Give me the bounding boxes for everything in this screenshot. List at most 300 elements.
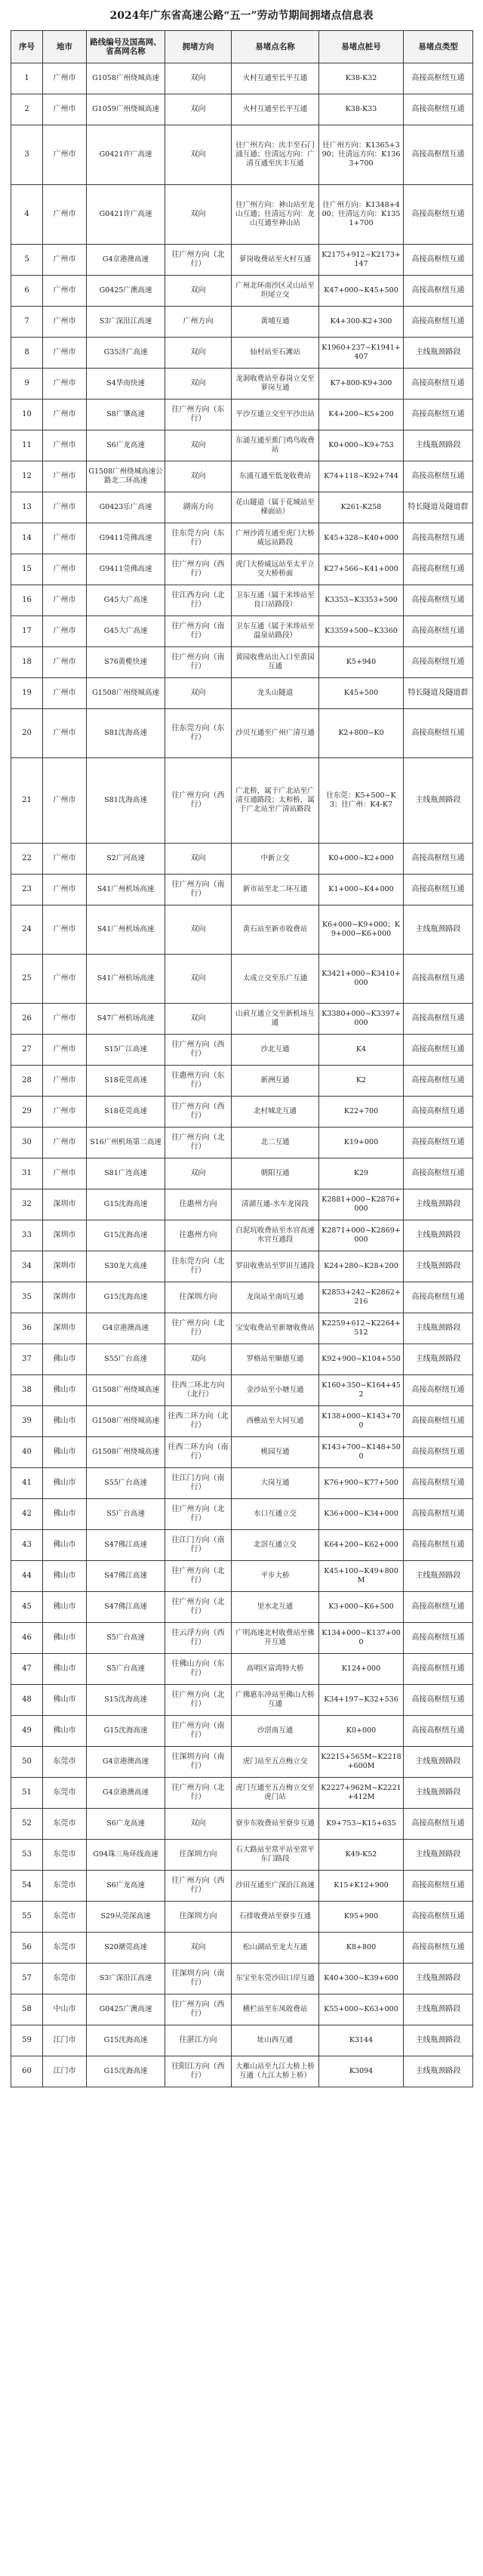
location-name-cell: 大岗互通	[232, 1468, 319, 1499]
table-row	[11, 1313, 473, 1344]
location-name-cell: 仙村站至石滩站	[232, 338, 319, 369]
type-cell: 高接高枢纽互通	[404, 1530, 473, 1561]
table-row	[11, 844, 473, 875]
location-name-cell: 虎门站至五点梅立交	[232, 1747, 319, 1778]
stake-cell: K3359+500~K3360	[319, 616, 404, 647]
type-cell: 主线瓶颈路段	[404, 1313, 473, 1344]
stake-cell: K3+000~K6+500	[319, 1592, 404, 1623]
header-cell: 拥堵方向	[165, 31, 232, 63]
table-row	[11, 1747, 473, 1778]
road-cell: S6广龙高速	[87, 1871, 165, 1902]
road-cell: G0421许广高速	[87, 125, 165, 185]
location-name-cell: 东涌互通至低龙收费站	[232, 461, 319, 492]
direction-cell: 往广州方向（西行）	[165, 1035, 232, 1066]
location-name-cell: 平步大桥	[232, 1561, 319, 1592]
row-number-cell: 14	[11, 523, 43, 554]
city-cell: 广州市	[43, 554, 87, 585]
city-cell: 深圳市	[43, 1282, 87, 1313]
direction-cell: 湖南方向	[165, 492, 232, 523]
stake-cell: K2853+242~K2862+216	[319, 1282, 404, 1313]
row-number-cell: 7	[11, 307, 43, 338]
road-cell: S41广州机场高速	[87, 905, 165, 955]
city-cell: 佛山市	[43, 1344, 87, 1375]
direction-cell: 双向	[165, 430, 232, 461]
row-number-cell: 10	[11, 400, 43, 430]
row-number-cell: 11	[11, 430, 43, 461]
stake-cell: K7+800-K9+300	[319, 369, 404, 400]
table-row	[11, 1530, 473, 1561]
row-number-cell: 9	[11, 369, 43, 400]
stake-cell: K0+000~K9+753	[319, 430, 404, 461]
road-cell: S3广深沿江高速	[87, 1964, 165, 1994]
type-cell: 主线瓶颈路段	[404, 1344, 473, 1375]
location-name-cell: 水口互通立交	[232, 1499, 319, 1530]
direction-cell: 双向	[165, 276, 232, 307]
city-cell: 佛山市	[43, 1437, 87, 1468]
row-number-cell: 54	[11, 1871, 43, 1902]
direction-cell: 双向	[165, 678, 232, 709]
stake-cell: K36+000~K34+000	[319, 1499, 404, 1530]
city-cell: 东莞市	[43, 1964, 87, 1994]
direction-cell: 往惠州方向	[165, 1220, 232, 1251]
type-cell: 高接高枢纽互通	[404, 554, 473, 585]
type-cell: 高接高枢纽互通	[404, 585, 473, 616]
city-cell: 中山市	[43, 1994, 87, 2025]
direction-cell: 广州方向	[165, 307, 232, 338]
row-number-cell: 40	[11, 1437, 43, 1468]
city-cell: 广州市	[43, 905, 87, 955]
table-row	[11, 1623, 473, 1654]
table-row	[11, 1220, 473, 1251]
header-cell: 地市	[43, 31, 87, 63]
road-cell: G4京港澳高速	[87, 1747, 165, 1778]
table-row	[11, 2025, 473, 2056]
type-cell: 高接高枢纽互通	[404, 1499, 473, 1530]
row-number-cell: 45	[11, 1592, 43, 1623]
road-cell: S15沈海高速	[87, 1685, 165, 1716]
row-number-cell: 37	[11, 1344, 43, 1375]
location-name-cell: 龙岗站至南坑互通	[232, 1282, 319, 1313]
row-number-cell: 6	[11, 276, 43, 307]
location-name-cell: 里水北互通	[232, 1592, 319, 1623]
city-cell: 广州市	[43, 276, 87, 307]
city-cell: 广州市	[43, 955, 87, 1004]
type-cell: 高接高枢纽互通	[404, 1933, 473, 1964]
location-name-cell: 寮步东收费站至寮步互通	[232, 1809, 319, 1840]
direction-cell: 双向	[165, 1158, 232, 1189]
road-cell: S15广江高速	[87, 1035, 165, 1066]
type-cell: 主线瓶颈路段	[404, 1747, 473, 1778]
direction-cell: 双向	[165, 461, 232, 492]
city-cell: 广州市	[43, 125, 87, 185]
city-cell: 佛山市	[43, 1716, 87, 1747]
direction-cell: 双向	[165, 844, 232, 875]
location-name-cell: 卫东互通（属于米埗站至温泉站路段）	[232, 616, 319, 647]
row-number-cell: 48	[11, 1685, 43, 1716]
direction-cell: 往惠州方向	[165, 1189, 232, 1220]
direction-cell: 往广州方向（北行）	[165, 1313, 232, 1344]
row-number-cell: 46	[11, 1623, 43, 1654]
row-number-cell: 12	[11, 461, 43, 492]
table-header-row	[11, 31, 473, 63]
city-cell: 广州市	[43, 875, 87, 905]
row-number-cell: 20	[11, 709, 43, 758]
road-cell: S8广肇高速	[87, 400, 165, 430]
row-number-cell: 13	[11, 492, 43, 523]
table-row	[11, 276, 473, 307]
road-cell: S47佛江高速	[87, 1530, 165, 1561]
location-name-cell: 火村互通至长平互通	[232, 63, 319, 94]
location-name-cell: 虎门互通至五点梅立交至虎门站	[232, 1778, 319, 1809]
road-cell: S76黄榄快速	[87, 647, 165, 678]
road-cell: G15沈海高速	[87, 1189, 165, 1220]
stake-cell: 往广州方向：K1365+390；往清远方向：K1363+700	[319, 125, 404, 185]
stake-cell: K47+000~K45+500	[319, 276, 404, 307]
stake-cell: K49-K52	[319, 1840, 404, 1871]
type-cell: 高接高枢纽互通	[404, 369, 473, 400]
table-row	[11, 400, 473, 430]
row-number-cell: 31	[11, 1158, 43, 1189]
road-cell: S20潮莞高速	[87, 1933, 165, 1964]
stake-cell: K4+200~K5+200	[319, 400, 404, 430]
row-number-cell: 21	[11, 758, 43, 844]
location-name-cell: 高明区富湾特大桥	[232, 1654, 319, 1685]
type-cell: 高接高枢纽互通	[404, 955, 473, 1004]
stake-cell: K45+100~K49+800M	[319, 1561, 404, 1592]
location-name-cell: 东涌互通至蕉门鸡鸟收费站	[232, 430, 319, 461]
city-cell: 东莞市	[43, 1778, 87, 1809]
city-cell: 深圳市	[43, 1189, 87, 1220]
row-number-cell: 56	[11, 1933, 43, 1964]
city-cell: 广州市	[43, 616, 87, 647]
row-number-cell: 36	[11, 1313, 43, 1344]
road-cell: G1508广州绕城高速	[87, 1406, 165, 1437]
row-number-cell: 4	[11, 185, 43, 245]
table-row	[11, 338, 473, 369]
type-cell: 主线瓶颈路段	[404, 1964, 473, 1994]
table-row	[11, 523, 473, 554]
stake-cell: K143+700~K148+500	[319, 1437, 404, 1468]
direction-cell: 往广州方向（西行）	[165, 1097, 232, 1128]
direction-cell: 双向	[165, 955, 232, 1004]
road-cell: G15沈海高速	[87, 2056, 165, 2087]
row-number-cell: 1	[11, 63, 43, 94]
road-cell: G45大广高速	[87, 585, 165, 616]
direction-cell: 往东莞方向（东行）	[165, 709, 232, 758]
location-name-cell: 太成立交至乐广互通	[232, 955, 319, 1004]
stake-cell: K15+K12+900	[319, 1871, 404, 1902]
stake-cell: K2227+962M~K2221+412M	[319, 1778, 404, 1809]
city-cell: 广州市	[43, 844, 87, 875]
location-name-cell: 东宝至东莞沙田口岸互通	[232, 1964, 319, 1994]
road-cell: S55广台高速	[87, 1344, 165, 1375]
stake-cell: K45+500	[319, 678, 404, 709]
direction-cell: 往广州方向（南行）	[165, 647, 232, 678]
row-number-cell: 32	[11, 1189, 43, 1220]
city-cell: 广州市	[43, 492, 87, 523]
stake-cell: K45+328~K40+000	[319, 523, 404, 554]
table-row	[11, 1933, 473, 1964]
table-row	[11, 430, 473, 461]
type-cell: 高接高枢纽互通	[404, 844, 473, 875]
type-cell: 高接高枢纽互通	[404, 1871, 473, 1902]
location-name-cell: 石大路站至常平站至常平东门路段	[232, 1840, 319, 1871]
row-number-cell: 16	[11, 585, 43, 616]
city-cell: 广州市	[43, 185, 87, 245]
row-number-cell: 24	[11, 905, 43, 955]
direction-cell: 双向	[165, 185, 232, 245]
road-cell: G9411莞佛高速	[87, 523, 165, 554]
table-row	[11, 1809, 473, 1840]
table-row	[11, 1189, 473, 1220]
stake-cell: K4	[319, 1035, 404, 1066]
location-name-cell: 花山隧道（属于花城站至梯面站）	[232, 492, 319, 523]
table-row	[11, 1902, 473, 1933]
location-name-cell: 广州北环南沙区灵山站至坦尾立交	[232, 276, 319, 307]
direction-cell: 往湛江方向	[165, 2025, 232, 2056]
table-row	[11, 585, 473, 616]
city-cell: 广州市	[43, 647, 87, 678]
document-title: 2024年广东省高速公路“五一”劳动节期间拥堵点信息表	[109, 10, 374, 22]
stake-cell: K27+566~K41+000	[319, 554, 404, 585]
road-cell: G45大广高速	[87, 616, 165, 647]
stake-cell: K2259+612~K2264+512	[319, 1313, 404, 1344]
stake-cell: 往广州方向：K1348+400；往清远方向：K1351+700	[319, 185, 404, 245]
table-row	[11, 1097, 473, 1128]
stake-cell: K134+000~K137+000	[319, 1623, 404, 1654]
type-cell: 高接高枢纽互通	[404, 1035, 473, 1066]
row-number-cell: 30	[11, 1128, 43, 1158]
city-cell: 佛山市	[43, 1406, 87, 1437]
location-name-cell: 北二互通	[232, 1128, 319, 1158]
location-name-cell: 清湖互通-水车龙岗段	[232, 1189, 319, 1220]
row-number-cell: 49	[11, 1716, 43, 1747]
road-cell: G4京港澳高速	[87, 1778, 165, 1809]
location-name-cell: 朝阳互通	[232, 1158, 319, 1189]
stake-cell: K2	[319, 1066, 404, 1097]
road-cell: S55广台高速	[87, 1468, 165, 1499]
table-row	[11, 616, 473, 647]
city-cell: 广州市	[43, 245, 87, 276]
direction-cell: 双向	[165, 338, 232, 369]
city-cell: 广州市	[43, 307, 87, 338]
road-cell: G0425广澳高速	[87, 276, 165, 307]
stake-cell: K19+000	[319, 1128, 404, 1158]
road-cell: S5广台高速	[87, 1654, 165, 1685]
location-name-cell: 山前互通立交至新机场互通	[232, 1004, 319, 1035]
stake-cell: K1+000~K4+000	[319, 875, 404, 905]
city-cell: 深圳市	[43, 1220, 87, 1251]
location-name-cell: 广佛惠东冲站至佛山大桥互通	[232, 1685, 319, 1716]
table-row	[11, 94, 473, 125]
type-cell: 高接高枢纽互通	[404, 276, 473, 307]
location-name-cell: 广明高速北村收费站至佛开互通	[232, 1623, 319, 1654]
type-cell: 高接高枢纽互通	[404, 523, 473, 554]
table-row	[11, 554, 473, 585]
location-name-cell: 址山西互通	[232, 2025, 319, 2056]
location-name-cell: 广北桥，属于广北站至广清互通路段；太和桥，属于广北站至广清站路段	[232, 758, 319, 844]
location-name-cell: 龙头山隧道	[232, 678, 319, 709]
direction-cell: 往惠州方向（东行）	[165, 1066, 232, 1097]
location-name-cell: 金沙站至小塘互通	[232, 1375, 319, 1406]
type-cell: 高接高枢纽互通	[404, 1158, 473, 1189]
table-row	[11, 875, 473, 905]
direction-cell: 往广州方向（南行）	[165, 1716, 232, 1747]
table-row	[11, 1654, 473, 1685]
location-name-cell: 黄石站至新市收费站	[232, 905, 319, 955]
stake-cell: K3421+000~K3410+000	[319, 955, 404, 1004]
road-cell: G4京港澳高速	[87, 245, 165, 276]
stake-cell: K76+900~K77+500	[319, 1468, 404, 1499]
road-cell: G1508广州绕城高速	[87, 1375, 165, 1406]
direction-cell: 往广州方向（北行）	[165, 1685, 232, 1716]
type-cell: 主线瓶颈路段	[404, 430, 473, 461]
road-cell: G1058广州绕城高速	[87, 63, 165, 94]
road-cell: G1508广州绕城高速	[87, 678, 165, 709]
direction-cell: 往东莞方向（北行）	[165, 1251, 232, 1282]
direction-cell: 双向	[165, 1933, 232, 1964]
table-row	[11, 1066, 473, 1097]
type-cell: 主线瓶颈路段	[404, 1251, 473, 1282]
stake-cell: K124+000	[319, 1654, 404, 1685]
row-number-cell: 42	[11, 1499, 43, 1530]
direction-cell: 双向	[165, 905, 232, 955]
direction-cell: 往西二环方向（北行）	[165, 1406, 232, 1437]
stake-cell: K2871+000~K2869+000	[319, 1220, 404, 1251]
table-row	[11, 1004, 473, 1035]
direction-cell: 双向	[165, 125, 232, 185]
road-cell: S2广河高速	[87, 844, 165, 875]
city-cell: 东莞市	[43, 1902, 87, 1933]
location-name-cell: 罗田收费站至罗田互通段	[232, 1251, 319, 1282]
row-number-cell: 38	[11, 1375, 43, 1406]
row-number-cell: 52	[11, 1809, 43, 1840]
city-cell: 广州市	[43, 400, 87, 430]
location-name-cell: 沙贝互通至广州广清互通	[232, 709, 319, 758]
road-cell: S47广州机场高速	[87, 1004, 165, 1035]
city-cell: 佛山市	[43, 1623, 87, 1654]
city-cell: 深圳市	[43, 1251, 87, 1282]
stake-cell: K3380+000~K3397+000	[319, 1004, 404, 1035]
stake-cell: K4+300-K2+300	[319, 307, 404, 338]
table-row	[11, 955, 473, 1004]
header-cell: 序号	[11, 31, 43, 63]
type-cell: 主线瓶颈路段	[404, 1561, 473, 1592]
table-row	[11, 63, 473, 94]
row-number-cell: 33	[11, 1220, 43, 1251]
stake-cell: K92+900~K104+550	[319, 1344, 404, 1375]
row-number-cell: 27	[11, 1035, 43, 1066]
table-row	[11, 1685, 473, 1716]
table-row	[11, 1437, 473, 1468]
type-cell: 特长隧道及隧道群	[404, 678, 473, 709]
direction-cell: 双向	[165, 1004, 232, 1035]
table-row	[11, 1840, 473, 1871]
type-cell: 高接高枢纽互通	[404, 461, 473, 492]
city-cell: 佛山市	[43, 1561, 87, 1592]
type-cell: 高接高枢纽互通	[404, 1282, 473, 1313]
row-number-cell: 41	[11, 1468, 43, 1499]
row-number-cell: 39	[11, 1406, 43, 1437]
location-name-cell: 往广州方向：庆丰至石门涌互通；往清远方向：广清互通至庆丰互通	[232, 125, 319, 185]
stake-cell: K40+300~K39+600	[319, 1964, 404, 1994]
row-number-cell: 44	[11, 1561, 43, 1592]
table-row	[11, 369, 473, 400]
direction-cell: 往广州方向（南行）	[165, 616, 232, 647]
type-cell: 主线瓶颈路段	[404, 1840, 473, 1871]
header-cell: 易堵点名称	[232, 31, 319, 63]
type-cell: 高接高枢纽互通	[404, 1654, 473, 1685]
table-row	[11, 647, 473, 678]
table-row	[11, 1468, 473, 1499]
type-cell: 主线瓶颈路段	[404, 1220, 473, 1251]
location-name-cell: 萝岗收费站至火村互通	[232, 245, 319, 276]
table-row	[11, 1035, 473, 1066]
table-row	[11, 1561, 473, 1592]
type-cell: 高接高枢纽互通	[404, 1623, 473, 1654]
row-number-cell: 29	[11, 1097, 43, 1128]
direction-cell: 往广州方向（北行）	[165, 1128, 232, 1158]
stake-cell: K64+200~K62+000	[319, 1530, 404, 1561]
table-row	[11, 1964, 473, 1994]
city-cell: 佛山市	[43, 1375, 87, 1406]
city-cell: 佛山市	[43, 1592, 87, 1623]
header-cell: 路线编号及国高网、省高网名称	[87, 31, 165, 63]
road-cell: G1059广州绕城高速	[87, 94, 165, 125]
direction-cell: 双向	[165, 1344, 232, 1375]
row-number-cell: 26	[11, 1004, 43, 1035]
city-cell: 江门市	[43, 2056, 87, 2087]
road-cell: G94珠三角环线高速	[87, 1840, 165, 1871]
location-name-cell: 大雁山站至九江大桥上桥互通（九江大桥上桥）	[232, 2056, 319, 2087]
road-cell: G0425广澳高速	[87, 1994, 165, 2025]
row-number-cell: 51	[11, 1778, 43, 1809]
city-cell: 佛山市	[43, 1685, 87, 1716]
direction-cell: 往广州方向（北行）	[165, 245, 232, 276]
road-cell: G15沈海高速	[87, 1282, 165, 1313]
direction-cell: 往深圳方向	[165, 1902, 232, 1933]
location-name-cell: 松山湖站至龙大互通	[232, 1933, 319, 1964]
road-cell: S5广台高速	[87, 1623, 165, 1654]
city-cell: 广州市	[43, 1158, 87, 1189]
direction-cell: 往广州方向（西行）	[165, 554, 232, 585]
location-name-cell: 宝安收费站至新塘收费站	[232, 1313, 319, 1344]
city-cell: 佛山市	[43, 1499, 87, 1530]
location-name-cell: 桃园互通	[232, 1437, 319, 1468]
row-number-cell: 2	[11, 94, 43, 125]
row-number-cell: 17	[11, 616, 43, 647]
type-cell: 高接高枢纽互通	[404, 616, 473, 647]
table-row	[11, 1778, 473, 1809]
road-cell: S41广州机场高速	[87, 955, 165, 1004]
stake-cell: K160+350~K164+452	[319, 1375, 404, 1406]
table-row	[11, 492, 473, 523]
road-cell: S18花莞高速	[87, 1097, 165, 1128]
table-row	[11, 1158, 473, 1189]
direction-cell: 往云浮方向（西行）	[165, 1623, 232, 1654]
direction-cell: 往佛山方向（东行）	[165, 1654, 232, 1685]
table-row	[11, 1499, 473, 1530]
type-cell: 高接高枢纽互通	[404, 307, 473, 338]
location-name-cell: 虎门大桥威远站至太平立交大桥桥面	[232, 554, 319, 585]
row-number-cell: 60	[11, 2056, 43, 2087]
table-row	[11, 1282, 473, 1313]
row-number-cell: 34	[11, 1251, 43, 1282]
location-name-cell: 沙田互通至广深沿江高速	[232, 1871, 319, 1902]
stake-cell: K0+000~K2+000	[319, 844, 404, 875]
location-name-cell: 平沙互通立交至平沙出站	[232, 400, 319, 430]
stake-cell: K74+118~K92+744	[319, 461, 404, 492]
